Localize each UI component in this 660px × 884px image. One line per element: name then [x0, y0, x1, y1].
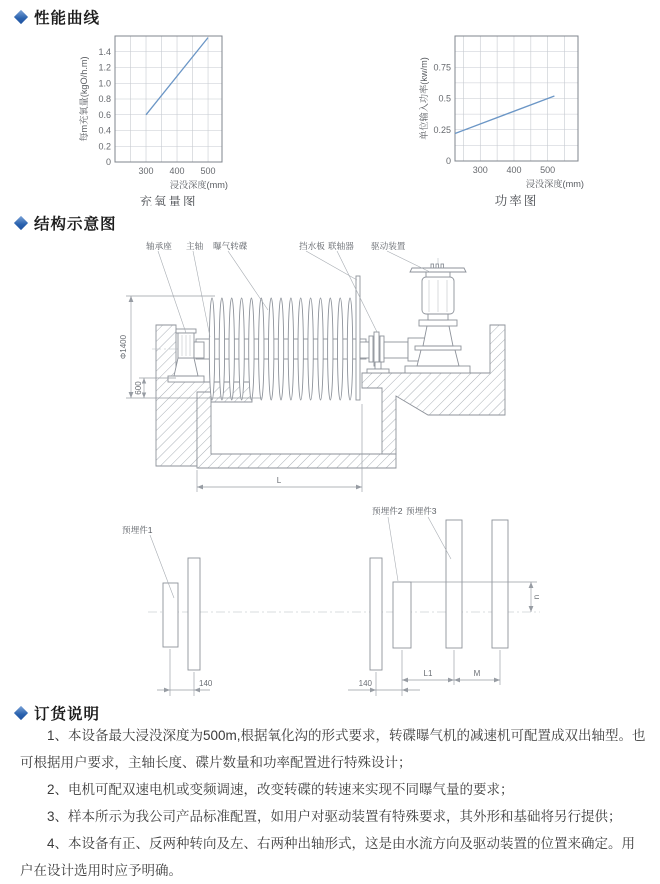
svg-text:0: 0 — [445, 156, 451, 166]
label-embed-1: 预埋件1 — [122, 525, 153, 535]
svg-text:0.4: 0.4 — [98, 125, 111, 136]
svg-text:500: 500 — [540, 165, 556, 175]
svg-text:300: 300 — [472, 165, 488, 175]
performance-section-header — [16, 6, 100, 28]
dim-m: M — [473, 669, 481, 678]
dim-depth-600: 600 — [134, 381, 143, 395]
structure-heading: 结构示意图 — [34, 216, 117, 233]
svg-text:0.25: 0.25 — [433, 124, 451, 135]
label-bearing-seat: 轴承座 — [146, 241, 172, 251]
embed-part-2 — [393, 582, 411, 648]
label-drive-unit: 驱动装置 — [371, 241, 406, 251]
dim-tank-length: L — [276, 476, 282, 485]
oxygenation-chart-svg — [72, 26, 247, 206]
svg-text:功率图: 功率图 — [494, 194, 539, 206]
svg-text:1.2: 1.2 — [98, 62, 111, 73]
power-chart-svg — [415, 26, 605, 206]
dim-140-left: 140 — [199, 679, 213, 688]
svg-text:0.5: 0.5 — [438, 93, 451, 104]
svg-text:浸没深度(mm): 浸没深度(mm) — [525, 179, 584, 189]
aeration-discs — [209, 298, 352, 400]
svg-text:单位输入功率(kw/m): 单位输入功率(kw/m) — [419, 57, 429, 140]
label-embed-3: 预埋件3 — [406, 506, 437, 516]
dim-140-right-group — [348, 650, 420, 696]
dim-l1-m-group — [402, 650, 500, 685]
label-coupling: 联轴器 — [328, 241, 354, 251]
ordering-heading: 订货说明 — [34, 706, 101, 723]
ordering-note-2: 2、电机可配双速电机或变频调速，改变转碟的转速来实现不同曝气量的要求； — [47, 782, 514, 797]
main-view — [119, 240, 505, 492]
embed-part-3a — [446, 520, 462, 648]
diamond-icon — [14, 216, 28, 230]
embedded-parts-view — [122, 505, 541, 696]
diamond-icon — [14, 10, 28, 24]
svg-text:0.6: 0.6 — [98, 109, 111, 120]
ordering-notes — [20, 722, 646, 884]
dim-140-right: 140 — [358, 679, 372, 688]
svg-text:1.4: 1.4 — [98, 46, 111, 57]
svg-text:1.0: 1.0 — [98, 78, 111, 89]
diamond-icon — [14, 706, 28, 720]
svg-text:0: 0 — [105, 157, 111, 167]
svg-text:浸没深度(mm): 浸没深度(mm) — [169, 180, 228, 190]
svg-text:400: 400 — [506, 165, 522, 175]
embed-part-1 — [163, 583, 178, 647]
structure-diagram — [0, 230, 660, 708]
embed-disc-right — [370, 558, 382, 670]
ordering-note-1: 1、本设备最大浸没深度为500m,根据氧化沟的形式要求，转碟曝气机的减速机可配置成双出轴型。也可根据用户要求，主轴长度、碟片数量和功率配置进行特殊设计； — [20, 728, 646, 770]
svg-text:充氧量图: 充氧量图 — [139, 195, 198, 206]
svg-text:0.75: 0.75 — [433, 62, 451, 73]
ordering-section-header — [16, 702, 100, 724]
svg-text:0.2: 0.2 — [98, 141, 111, 152]
label-embed-2: 预埋件2 — [372, 506, 403, 516]
tank-hatch — [197, 392, 396, 468]
svg-text:0.8: 0.8 — [98, 94, 111, 104]
dim-l1: L1 — [423, 669, 433, 678]
svg-text:300: 300 — [138, 166, 154, 176]
oxygenation-chart — [72, 26, 247, 211]
dim-n: n — [532, 594, 541, 600]
performance-heading: 性能曲线 — [34, 10, 101, 27]
embed-part-3b — [492, 520, 508, 648]
ordering-note-3: 3、样本所示为我公司产品标准配置，如用户对驱动装置有特殊要求，其外形和基础将另行提供； — [47, 809, 622, 824]
dim-140-left-group — [157, 649, 213, 696]
part-labels — [146, 240, 430, 337]
label-main-shaft: 主轴 — [186, 241, 204, 251]
baffle-plate — [356, 276, 360, 400]
label-aeration-disc: 曝气转碟 — [213, 241, 248, 251]
embed-disc-left — [188, 558, 200, 670]
dim-disc-diameter: Φ1400 — [119, 334, 128, 360]
power-chart — [415, 26, 605, 211]
svg-text:500: 500 — [200, 166, 216, 176]
svg-text:每m充氧量(kgO/h.m): 每m充氧量(kgO/h.m) — [79, 56, 89, 142]
svg-text:400: 400 — [169, 166, 185, 176]
ordering-note-4: 4、本设备有正、反两种转向及左、右两种出轴形式，这是由水流方向及驱动装置的位置来确定。用户在设计选用时应予明确。 — [20, 836, 636, 878]
dim-n-group — [411, 582, 541, 612]
label-baffle: 挡水板 — [299, 241, 325, 251]
